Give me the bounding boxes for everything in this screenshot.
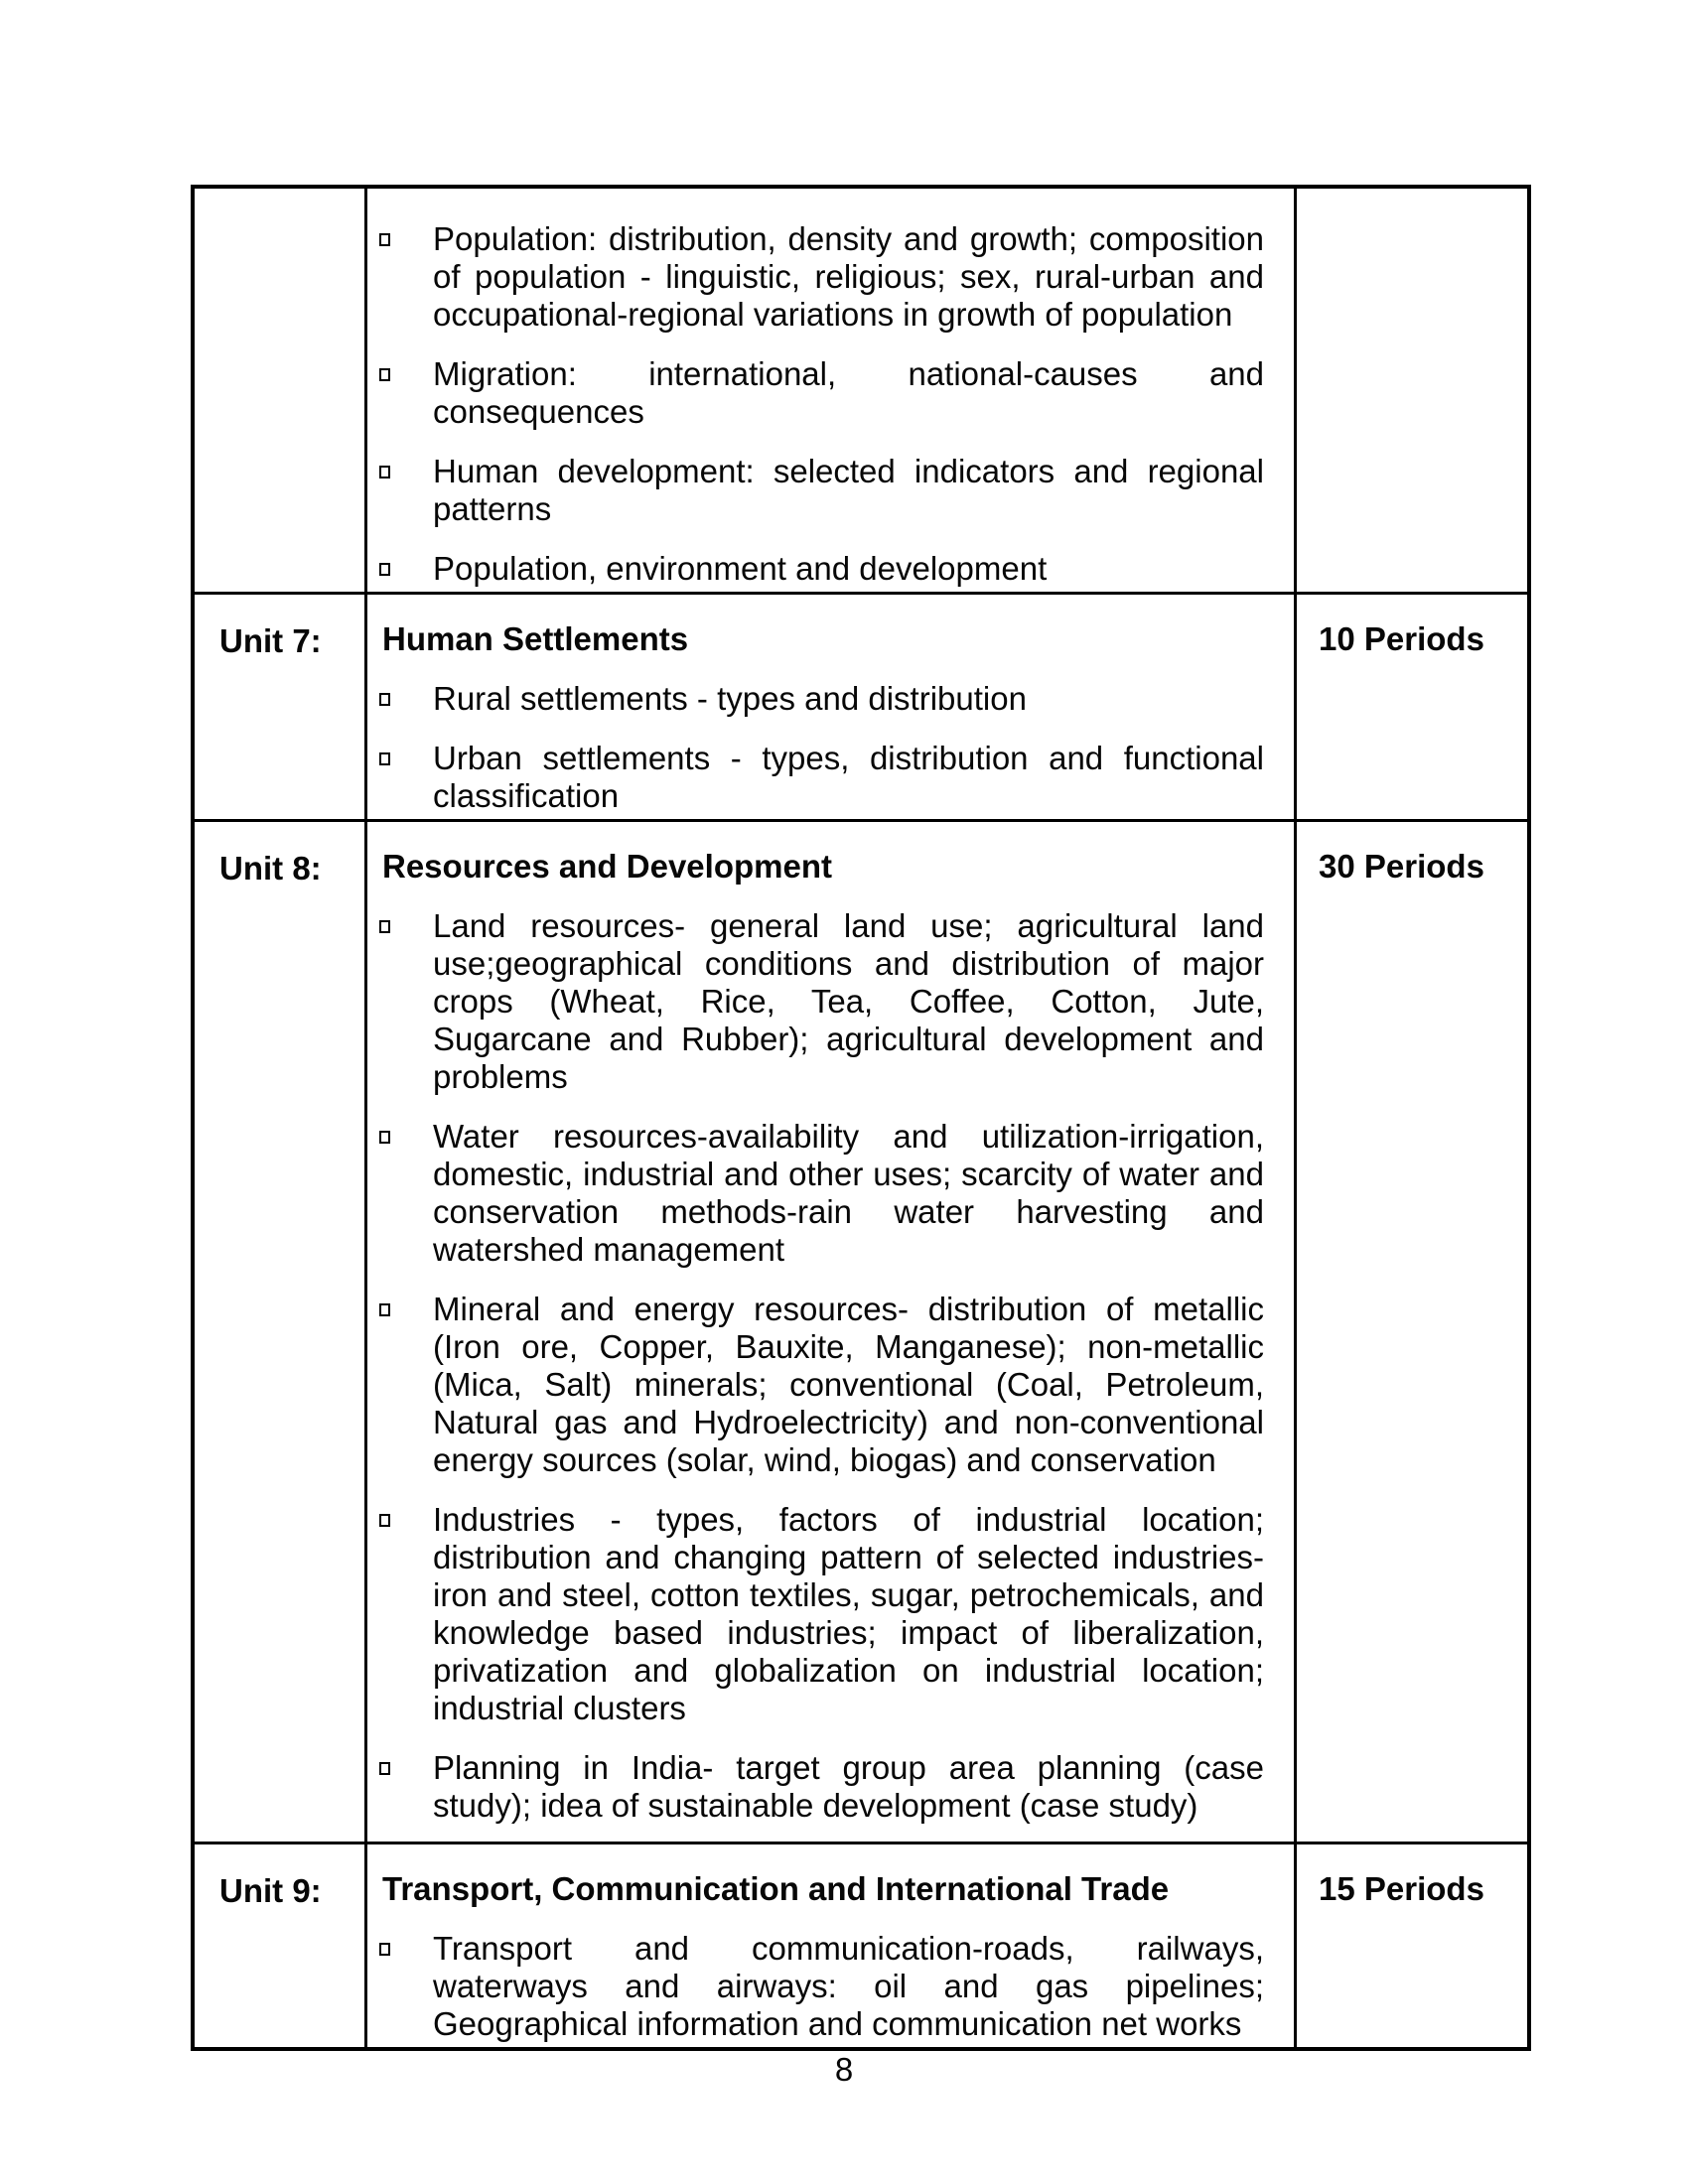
list-item xyxy=(382,1749,1264,1825)
bullet-text: Rural settlements - types and distribution xyxy=(433,680,1027,717)
unit-content-cell xyxy=(364,822,1294,1842)
list-item xyxy=(382,1501,1264,1727)
bullet-text: Population: distribution, density and growth; composition of population - linguistic, religious; sex, rural-urban and occupational-regional variations in growth of population xyxy=(433,220,1264,333)
list-item xyxy=(382,680,1264,718)
table-row xyxy=(195,819,1527,1842)
unit-label-cell: Unit 9: xyxy=(219,1872,322,1909)
list-item xyxy=(382,1930,1264,2043)
list-item xyxy=(382,355,1264,431)
bullet-square-icon xyxy=(379,1514,390,1527)
list-item xyxy=(382,453,1264,528)
unit-title: Human Settlements xyxy=(382,620,689,657)
unit-label-cell xyxy=(195,189,364,592)
syllabus-table xyxy=(191,185,1531,2051)
bullet-text: Mineral and energy resources- distribution of metallic (Iron ore, Copper, Bauxite, Manganese); non-metallic (Mica, Salt) minerals; conventional (Coal, Petroleum, Natural gas and Hydroelectricity) and non-conventional energy sources (solar, wind, biogas) and conservation xyxy=(433,1291,1264,1478)
periods-cell: 15 Periods xyxy=(1294,1844,1527,2047)
periods-cell: 10 Periods xyxy=(1294,595,1527,819)
bullet-square-icon xyxy=(379,563,390,576)
list-item xyxy=(382,740,1264,815)
unit-title: Transport, Communication and International Trade xyxy=(382,1870,1170,1907)
bullet-text: Human development: selected indicators and regional patterns xyxy=(433,453,1264,527)
periods-cell: 30 Periods xyxy=(1294,822,1527,1842)
bullet-text: Transport and communication-roads, railways, waterways and airways: oil and gas pipelines; Geographical information and communication net works xyxy=(433,1930,1264,2042)
table-row xyxy=(195,592,1527,819)
bullet-square-icon xyxy=(379,1303,390,1316)
list-item xyxy=(382,907,1264,1096)
bullet-square-icon xyxy=(379,1762,390,1775)
bullet-text: Water resources-availability and utilization-irrigation, domestic, industrial and other uses; scarcity of water and conservation methods-rain water harvesting and watershed management xyxy=(433,1118,1264,1268)
bullet-text: Planning in India- target group area planning (case study); idea of sustainable development (case study) xyxy=(433,1749,1264,1824)
bullet-text: Population, environment and development xyxy=(433,550,1048,587)
bullet-square-icon xyxy=(379,368,390,381)
unit-content-cell xyxy=(364,189,1294,592)
bullet-square-icon xyxy=(379,1131,390,1144)
bullet-square-icon xyxy=(379,466,390,478)
bullet-text: Urban settlements - types, distribution and functional classification xyxy=(433,740,1264,814)
bullet-square-icon xyxy=(379,233,390,246)
unit-label-cell: Unit 8: xyxy=(219,850,322,887)
page-number: 8 xyxy=(834,2051,854,2088)
bullet-text: Land resources- general land use; agricultural land use;geographical conditions and distribution of major crops (Wheat, Rice, Tea, Coffee, Cotton, Jute, Sugarcane and Rubber); agricultural development and problems xyxy=(433,907,1264,1095)
unit-content-cell xyxy=(364,1844,1294,2047)
bullet-text: Industries - types, factors of industrial location; distribution and changing pattern of selected industries- iron and steel, cotton textiles, sugar, petrochemicals, and knowledge based industries; impact of liberalization, privatization and globalization on industrial location; industrial clusters xyxy=(433,1501,1264,1726)
list-item xyxy=(382,550,1264,588)
unit-content-cell xyxy=(364,595,1294,819)
table-row xyxy=(195,189,1527,592)
bullet-square-icon xyxy=(379,693,390,706)
unit-label-cell: Unit 7: xyxy=(219,622,322,659)
list-item xyxy=(382,1118,1264,1269)
table-row xyxy=(195,1842,1527,2047)
bullet-square-icon xyxy=(379,752,390,765)
unit-title: Resources and Development xyxy=(382,848,832,885)
list-item xyxy=(382,1291,1264,1479)
bullet-square-icon xyxy=(379,1943,390,1956)
periods-cell xyxy=(1294,189,1527,592)
bullet-square-icon xyxy=(379,920,390,933)
list-item xyxy=(382,220,1264,334)
bullet-text: Migration: international, national-causes and consequences xyxy=(433,355,1264,430)
